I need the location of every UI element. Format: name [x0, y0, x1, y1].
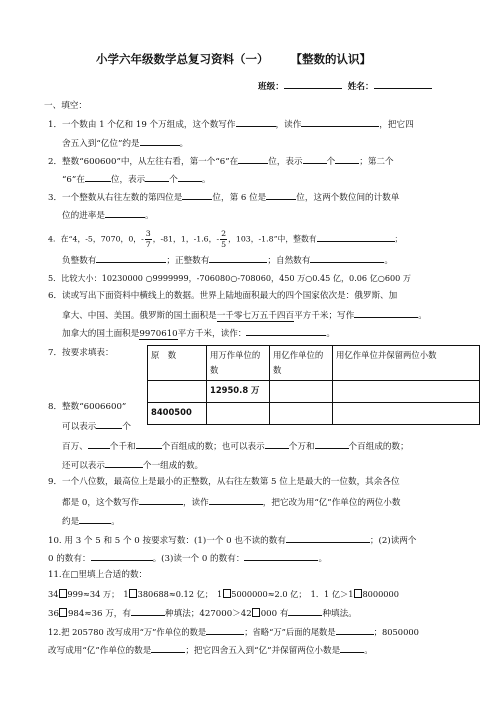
q10-blank-1[interactable]	[286, 533, 370, 543]
name-field[interactable]	[374, 79, 432, 89]
q10-blank-2[interactable]	[91, 551, 153, 561]
q1-blank-read[interactable]	[301, 117, 379, 127]
q8-blank-4[interactable]	[265, 439, 289, 449]
q12-blank-2[interactable]	[336, 625, 374, 635]
page-title: 小学六年级数学总复习资料（一） 【整数的认识】	[96, 52, 371, 66]
q10-line1: 10. 用 3 个 5 和 5 个 0 按要求写数：(1)一个 0 也不读的数有 ；(2)读两个	[48, 533, 416, 547]
table-cell[interactable]	[333, 381, 480, 403]
table-cell: 12950.8 万	[207, 381, 270, 403]
q2-blank-5[interactable]	[145, 172, 169, 182]
table-cell: 8400500	[148, 403, 207, 425]
q7-label: 7．按要求填表：	[48, 348, 114, 358]
q8-line3: 百万、 个千和 个百组成的数；也可以表示 个万和 个百组成的数；	[62, 439, 409, 453]
table-row	[148, 381, 480, 403]
q12-line1: 12.把 205780 改写成用“万”作单位的数是 ；省略“万”后面的尾数是 ；8050000	[48, 627, 419, 637]
table-row	[148, 403, 480, 425]
q4-blank-positive[interactable]	[209, 253, 267, 263]
q4-line1: 4．在“4，-5，7070，0，- $\frac{3}{7}$ ，-81，1，-1.6，- $\frac{2}{5}$ ，103，-1.8”中，整数有 ；	[48, 229, 403, 249]
q6-blank-write[interactable]	[354, 308, 418, 318]
fraction-2-5: $\frac{2}{5}$	[221, 229, 227, 249]
q2-blank-6[interactable]	[178, 172, 202, 182]
q9-line1: 9．一个八位数，最高位上是最小的正整数，从右往左数第 5 位上是最大的一位数，其余各位	[48, 477, 400, 487]
q6-russia-area: 一千零七万五千四百	[216, 311, 295, 321]
table-header-cell: 原 数	[148, 346, 207, 381]
q11-line2: 34 999≈34 万； 1 380688≈0.12 亿； 1 5000000≈2.0 亿； 1．1 亿＞1 8000000	[48, 589, 399, 599]
box-input[interactable]	[129, 589, 137, 598]
q9-blank-write[interactable]	[139, 495, 183, 505]
q3-line1: 3．一个整数从右往左数的第四位是 位，第 6 位是 位，这两个数位间的计数单	[48, 190, 399, 204]
table-header-cell: 用万作单位的数	[207, 346, 270, 381]
q1-line2: 舍五入到“亿位”约是 。	[62, 136, 188, 150]
q6-canada-area: 9970610	[139, 329, 178, 339]
q10-line2: 0 的数有： 。(3)读一个 0 的数有： 。	[48, 551, 327, 565]
q1-blank-round[interactable]	[140, 136, 180, 146]
box-input[interactable]	[59, 589, 67, 598]
q3-blank-2[interactable]	[266, 190, 296, 200]
q2-blank-4[interactable]	[85, 172, 111, 182]
box-input[interactable]	[252, 608, 260, 617]
q4-blank-negative[interactable]	[96, 253, 166, 263]
q11-blank-2[interactable]	[288, 606, 322, 616]
table-header-cell: 用亿作单位并保留两位小数	[333, 346, 480, 381]
q8-line4: 还可以表示 个一组成的数。	[62, 458, 203, 472]
q6-line3: 加拿大的国土面积是9970610平方千米，读作： 。	[62, 326, 335, 340]
q4-blank-integers[interactable]	[317, 232, 395, 242]
q5-compare: 5．比较大小：10230000 ○9999999，-706080○-708060，450 万○0.45 亿，0.06 亿○600 万	[48, 273, 411, 283]
q11-line1: 11.在□里填上合适的数：	[48, 570, 148, 580]
class-label: 班级：	[258, 82, 284, 92]
q12-blank-4[interactable]	[340, 643, 364, 653]
q12-blank-3[interactable]	[151, 643, 185, 653]
q12-blank-1[interactable]	[206, 625, 244, 635]
q9-blank-read[interactable]	[209, 495, 263, 505]
q3-blank-1[interactable]	[182, 190, 212, 200]
page-subtitle: 【整数的认识】	[290, 52, 371, 66]
table-cell[interactable]	[148, 381, 207, 403]
q6-line2: 拿大、中国、美国。俄罗斯的国土面积是一千零七万五千四百平方千米；写作 。	[62, 308, 427, 322]
q8-blank-2[interactable]	[88, 439, 110, 449]
q9-line3: 约是 。	[62, 514, 120, 528]
table-cell[interactable]	[270, 403, 333, 425]
q9-line2: 都是 0，这个数写作 ，读作 ，把它改为用“亿”作单位的两位小数	[62, 495, 400, 509]
q12-line2: 改写成用“亿”作单位的数是 ；把它四舍五入到“亿”并保留两位小数是 。	[48, 643, 373, 657]
q2-blank-2[interactable]	[303, 154, 327, 164]
table-cell[interactable]	[333, 403, 480, 425]
table-cell[interactable]	[270, 381, 333, 403]
q8-blank-6[interactable]	[105, 458, 143, 468]
q11-blank-1[interactable]	[131, 606, 165, 616]
q8-blank-3[interactable]	[136, 439, 162, 449]
section-heading: 一、填空：	[44, 101, 87, 111]
q1-blank-write[interactable]	[236, 117, 276, 127]
box-input[interactable]	[59, 608, 67, 617]
q2-blank-1[interactable]	[238, 154, 268, 164]
table-cell[interactable]	[207, 403, 270, 425]
box-input[interactable]	[354, 589, 362, 598]
q8-blank-1[interactable]	[96, 419, 122, 429]
q2-blank-3[interactable]	[335, 154, 359, 164]
q2-line2: “6”在 位，表示 个 。	[62, 172, 210, 186]
name-label: 姓名：	[347, 82, 374, 92]
q3-blank-3[interactable]	[105, 208, 145, 218]
q4-line2: 负整数有 ；正整数有 ；自然数有 。	[62, 253, 393, 267]
q8-blank-5[interactable]	[315, 439, 349, 449]
q10-blank-3[interactable]	[244, 551, 318, 561]
table-header-cell: 用亿作单位的数	[270, 346, 333, 381]
class-field[interactable]	[284, 79, 342, 89]
q1-line1: 1．一个数由 1 个亿和 19 个万组成，这个数写作 ，读作 ，把它四	[48, 117, 414, 131]
q6-blank-read[interactable]	[246, 326, 326, 336]
box-input[interactable]	[223, 589, 231, 598]
q8-line1: 8．整数“6006600”	[48, 402, 127, 412]
class-name-row	[258, 79, 432, 93]
q6-line1: 6．读或写出下面资料中横线上的数据。世界上陆地面积最大的四个国家依次是：俄罗斯、加	[48, 291, 398, 301]
q9-blank-approx[interactable]	[79, 514, 111, 524]
q11-line3: 36 984≈36 万，有 种填法；427000＞42 000 有 种填法。	[48, 606, 357, 620]
q4-blank-natural[interactable]	[310, 253, 384, 263]
table-header-row	[148, 346, 480, 381]
conversion-table	[147, 345, 480, 425]
fraction-3-7: $\frac{3}{7}$	[145, 229, 151, 249]
q3-line2: 位的进率是 。	[62, 208, 154, 222]
q8-line2: 可以表示 个	[62, 419, 131, 433]
q2-line1: 2．整数“600600”中，从左往右看，第一个“6”在 位，表示 个 ；第二个	[48, 154, 394, 168]
